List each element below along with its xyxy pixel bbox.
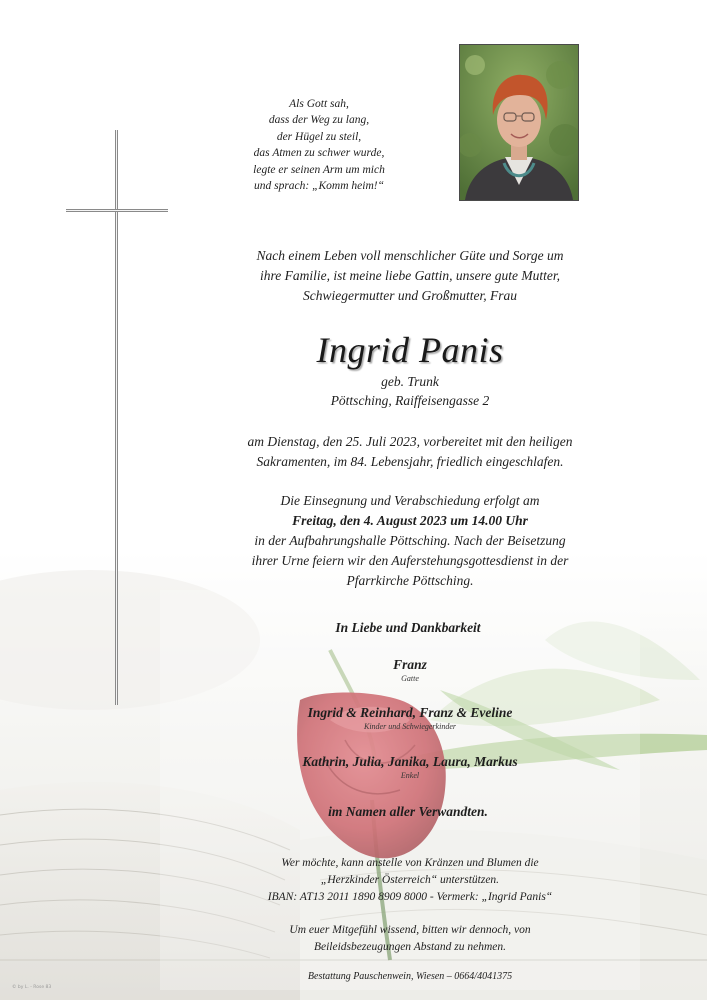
mourner-names: Franz — [393, 657, 427, 672]
death-notice-line: Sakramenten, im 84. Lebensjahr, friedlich eingeschlafen. — [256, 454, 564, 469]
sympathy-line: Beileidsbezeugungen Abstand zu nehmen. — [313, 941, 507, 953]
mourner-group — [180, 704, 640, 732]
funeral-info — [180, 491, 640, 591]
funeral-line: in der Aufbahrungshalle Pöttsching. Nach der Beisetzung — [254, 533, 566, 548]
intro-line: Nach einem Leben voll menschlicher Güte und Sorge um — [256, 248, 564, 263]
deceased-name: Ingrid Panis — [316, 330, 504, 370]
poem-line: dass der Weg zu lang, — [268, 114, 370, 127]
deceased-details — [260, 372, 560, 410]
poem-line: Als Gott sah, — [289, 98, 349, 110]
intro-line: Schwiegermutter und Großmutter, Frau — [303, 288, 517, 303]
portrait-image — [460, 45, 578, 200]
death-notice — [180, 432, 640, 472]
donation-iban: IBAN: AT13 2011 1890 8909 8000 - Vermerk: „Ingrid Panis“ — [267, 891, 553, 903]
death-notice-line: am Dienstag, den 25. Juli 2023, vorbereitet mit den heiligen — [247, 434, 573, 449]
sympathy-line: Um euer Mitgefühl wissend, bitten wir dennoch, von — [289, 924, 531, 936]
birth-name: geb. Trunk — [381, 374, 439, 389]
portrait-photo — [459, 44, 579, 201]
mourner-names: Ingrid & Reinhard, Franz & Eveline — [307, 705, 513, 720]
funeral-line: Pfarrkirche Pöttsching. — [346, 573, 474, 588]
funeral-line: Die Einsegnung und Verabschiedung erfolgt am — [280, 493, 540, 508]
template-code: © by L. - Rose 83 — [12, 985, 52, 990]
sympathy-note — [180, 922, 640, 956]
undertaker-footer: Bestattung Pauschenwein, Wiesen – 0664/4041375 — [307, 971, 513, 982]
address: Pöttsching, Raiffeisengasse 2 — [330, 393, 490, 408]
donation-note — [180, 855, 640, 906]
mourner-names: Kathrin, Julia, Janika, Laura, Markus — [302, 754, 518, 769]
funeral-line: ihrer Urne feiern wir den Auferstehungsgottesdienst in der — [251, 553, 569, 568]
poem-line: und sprach: „Komm heim!“ — [253, 180, 384, 193]
mourners-closing: im Namen aller Verwandten. — [328, 804, 488, 819]
intro-line: ihre Familie, ist meine liebe Gattin, unsere gute Mutter, — [259, 268, 561, 283]
cross-icon — [60, 130, 175, 710]
poem-line: der Hügel zu steil, — [276, 130, 362, 143]
mourner-role: Gatte — [401, 674, 419, 683]
mourner-group — [180, 753, 640, 781]
donation-line: Wer möchte, kann anstelle von Kränzen und Blumen die — [281, 857, 539, 869]
mourner-role: Kinder und Schwiegerkinder — [364, 722, 456, 731]
poem — [210, 96, 428, 194]
mourner-role: Enkel — [400, 771, 420, 780]
mourner-group — [180, 656, 640, 684]
poem-line: das Atmen zu schwer wurde, — [253, 147, 385, 160]
donation-line: „Herzkinder Österreich“ unterstützen. — [320, 874, 500, 886]
intro-text — [190, 246, 630, 306]
poem-line: legte er seinen Arm um mich — [253, 163, 385, 176]
funeral-date-time: Freitag, den 4. August 2023 um 14.00 Uhr — [292, 513, 528, 528]
mourners-heading: In Liebe und Dankbarkeit — [335, 620, 481, 635]
